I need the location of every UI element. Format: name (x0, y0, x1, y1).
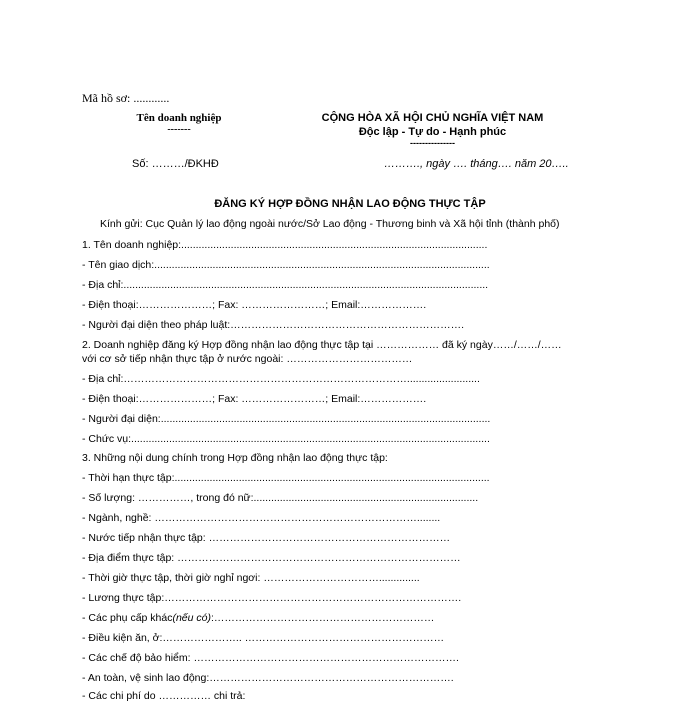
recipient-line: Kính gửi: Cục Quản lý lao động ngoài nước/Sở Lao động - Thương binh và Xã hội tỉnh (thành phố) (100, 218, 560, 230)
field-phu-cap-dots: :……………………………………………………… (211, 612, 435, 624)
field-ten-giao-dich: - Tên giao dịch:................................................................................................................... (82, 259, 490, 271)
ma-ho-so: Mã hồ sơ: ............ (82, 91, 170, 105)
field-ten-doanh-nghiep: 1. Tên doanh nghiệp:......................................................................................................... (82, 239, 488, 251)
field-nganh-nghe: - Ngành, nghề: …………………………………………………………………........ (82, 512, 441, 524)
field-nuoc-tiep-nhan: - Nước tiếp nhận thực tập: …………………………………………………………… (82, 532, 451, 544)
field-phu-cap-label: - Các phụ cấp khác (82, 612, 173, 624)
field-thoi-han: - Thời hạn thực tập:............................................................................................................ (82, 472, 490, 484)
field-an-toan: - An toàn, vệ sinh lao động:……………………………………………………………. (82, 672, 454, 684)
field-so-luong: - Số lượng: ……………, trong đó nữ:............................................................................. (82, 492, 479, 504)
field-luong: - Lương thực tập:…………………………………………………………………………. (82, 592, 462, 604)
company-title: Tên doanh nghiệp (136, 112, 222, 124)
field-chuc-vu: - Chức vụ:........................................................................................................................... (82, 433, 490, 445)
field-chi-phi: - Các chi phí do …………… chi trả: (82, 690, 246, 702)
field-dia-chi: - Địa chỉ:............................................................................................................................. (82, 279, 489, 291)
field-co-so-tiep-nhan: với cơ sở tiếp nhận thực tập ở nước ngoài: ……………………………… (82, 353, 413, 365)
field-phu-cap (82, 612, 434, 624)
field-dang-ky-hop-dong: 2. Doanh nghiệp đăng ký Hợp đồng nhận lao động thực tập tại ……………… đã ký ngày……/……/…… (82, 339, 562, 351)
company-dash: ------- (167, 124, 191, 135)
field-dien-thoai-2: - Điện thoại:…………………; Fax: ……………………; Email:………………. (82, 393, 427, 405)
motto: Độc lập - Tự do - Hạnh phúc (358, 126, 507, 138)
document-date: ………., ngày …. tháng…. năm 20….. (384, 158, 569, 170)
form-title: ĐĂNG KÝ HỢP ĐỒNG NHẬN LAO ĐỘNG THỰC TẬP (214, 198, 486, 210)
field-dia-chi-2: - Địa chỉ:………………………………………………………………………......................... (82, 373, 480, 385)
field-nguoi-dai-dien: - Người đại diện:................................................................................................................. (82, 413, 491, 425)
field-dia-diem: - Địa điểm thực tập: ……………………………………………………………………… (82, 552, 461, 564)
section-3-heading: 3. Những nội dung chính trong Hợp đồng nhận lao động thực tập: (82, 452, 388, 464)
field-dien-thoai: - Điện thoại:…………………; Fax: ……………………; Email:………………. (82, 299, 427, 311)
nation-title: CỘNG HÒA XÃ HỘI CHỦ NGHĨA VIỆT NAM (321, 112, 544, 124)
field-phu-cap-note: (nếu có) (172, 612, 211, 624)
field-nguoi-dai-dien-phap-luat: - Người đại diện theo pháp luật:…………………………………………………………. (82, 319, 465, 331)
field-thoi-gio: - Thời giờ thực tập, thời giờ nghỉ ngơi: …………………………….............. (82, 572, 420, 584)
field-bao-hiem: - Các chế độ bảo hiểm: …………………………………………………………………. (82, 652, 459, 664)
document-number: Số: ………/ĐKHĐ (132, 158, 219, 170)
field-an-o: - Điều kiện ăn, ở:………………….. ………………………………………………… (82, 632, 445, 644)
motto-dash: --------------- (410, 138, 455, 148)
